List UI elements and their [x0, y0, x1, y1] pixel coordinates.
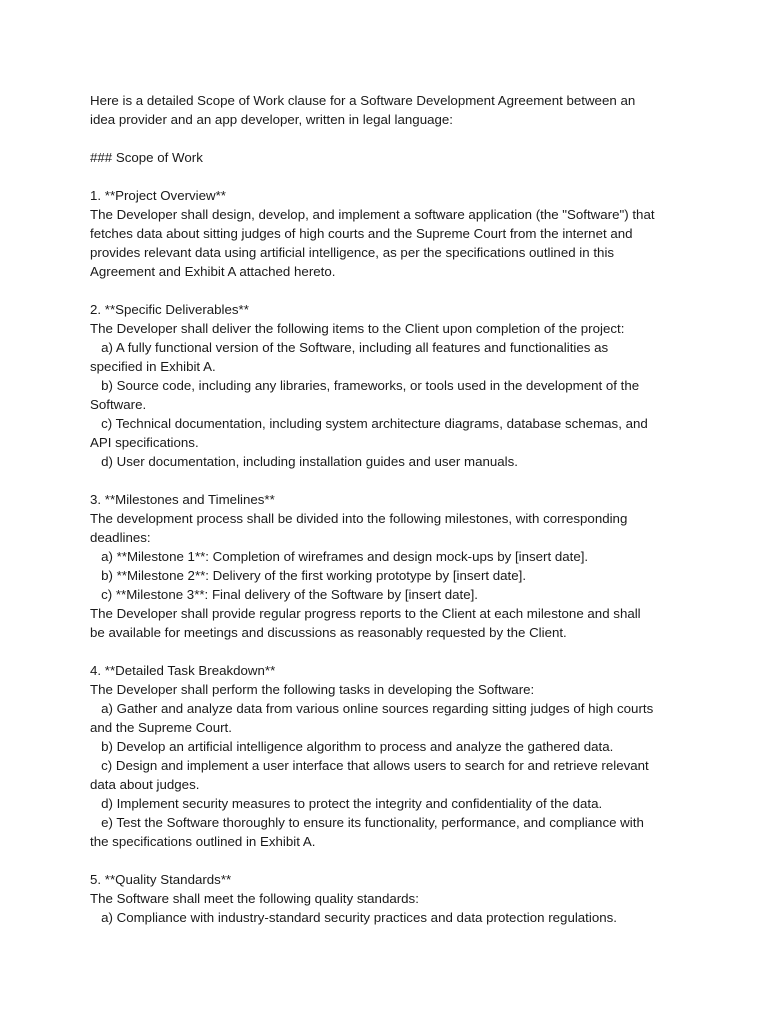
section-line: d) Implement security measures to protect the integrity and confidentiality of the data.: [90, 796, 603, 811]
section-task-breakdown: [90, 661, 690, 851]
section-line: deadlines:: [90, 530, 151, 545]
section-line: The development process shall be divided into the following milestones, with corresponding: [90, 511, 628, 526]
section-specific-deliverables: [90, 300, 690, 471]
section-title: 2. **Specific Deliverables**: [90, 302, 249, 317]
section-quality-standards: [90, 870, 690, 927]
section-line: Agreement and Exhibit A attached hereto.: [90, 264, 336, 279]
section-line: d) User documentation, including installation guides and user manuals.: [90, 454, 518, 469]
document-page: [90, 91, 690, 927]
section-milestones: [90, 490, 690, 642]
section-line: a) Compliance with industry-standard security practices and data protection regulations.: [90, 910, 617, 925]
section-line: a) A fully functional version of the Software, including all features and functionalities as: [90, 340, 609, 355]
section-line: b) **Milestone 2**: Delivery of the first working prototype by [insert date].: [90, 568, 527, 583]
section-line: The Developer shall design, develop, and implement a software application (the "Software") that: [90, 207, 655, 222]
section-title: 3. **Milestones and Timelines**: [90, 492, 275, 507]
section-line: and the Supreme Court.: [90, 720, 232, 735]
section-line: specified in Exhibit A.: [90, 359, 216, 374]
section-project-overview: [90, 186, 690, 281]
section-line: e) Test the Software thoroughly to ensure its functionality, performance, and compliance with: [90, 815, 644, 830]
section-line: provides relevant data using artificial intelligence, as per the specifications outlined in this: [90, 245, 615, 260]
section-line: The Software shall meet the following quality standards:: [90, 891, 419, 906]
intro-line: Here is a detailed Scope of Work clause for a Software Development Agreement between an: [90, 93, 636, 108]
section-line: fetches data about sitting judges of high courts and the Supreme Court from the internet and: [90, 226, 633, 241]
section-line: a) **Milestone 1**: Completion of wireframes and design mock-ups by [insert date].: [90, 549, 589, 564]
section-line: Software.: [90, 397, 147, 412]
section-line: The Developer shall perform the following tasks in developing the Software:: [90, 682, 535, 697]
intro-line: idea provider and an app developer, written in legal language:: [90, 112, 453, 127]
section-line: the specifications outlined in Exhibit A.: [90, 834, 316, 849]
section-title: 4. **Detailed Task Breakdown**: [90, 663, 276, 678]
section-line: c) **Milestone 3**: Final delivery of the Software by [insert date].: [90, 587, 479, 602]
section-line: data about judges.: [90, 777, 200, 792]
section-line: a) Gather and analyze data from various online sources regarding sitting judges of high courts: [90, 701, 654, 716]
section-line: b) Develop an artificial intelligence algorithm to process and analyze the gathered data.: [90, 739, 614, 754]
section-line: API specifications.: [90, 435, 199, 450]
section-line: be available for meetings and discussions as reasonably requested by the Client.: [90, 625, 567, 640]
section-line: c) Technical documentation, including system architecture diagrams, database schemas, and: [90, 416, 648, 431]
section-line: The Developer shall provide regular progress reports to the Client at each milestone and shall: [90, 606, 641, 621]
section-title: 1. **Project Overview**: [90, 188, 226, 203]
section-title: 5. **Quality Standards**: [90, 872, 232, 887]
section-line: b) Source code, including any libraries, frameworks, or tools used in the development of the: [90, 378, 640, 393]
scope-heading: ### Scope of Work: [90, 150, 203, 165]
intro-paragraph: [90, 91, 690, 129]
section-line: The Developer shall deliver the following items to the Client upon completion of the project:: [90, 321, 625, 336]
section-line: c) Design and implement a user interface that allows users to search for and retrieve relevant: [90, 758, 649, 773]
